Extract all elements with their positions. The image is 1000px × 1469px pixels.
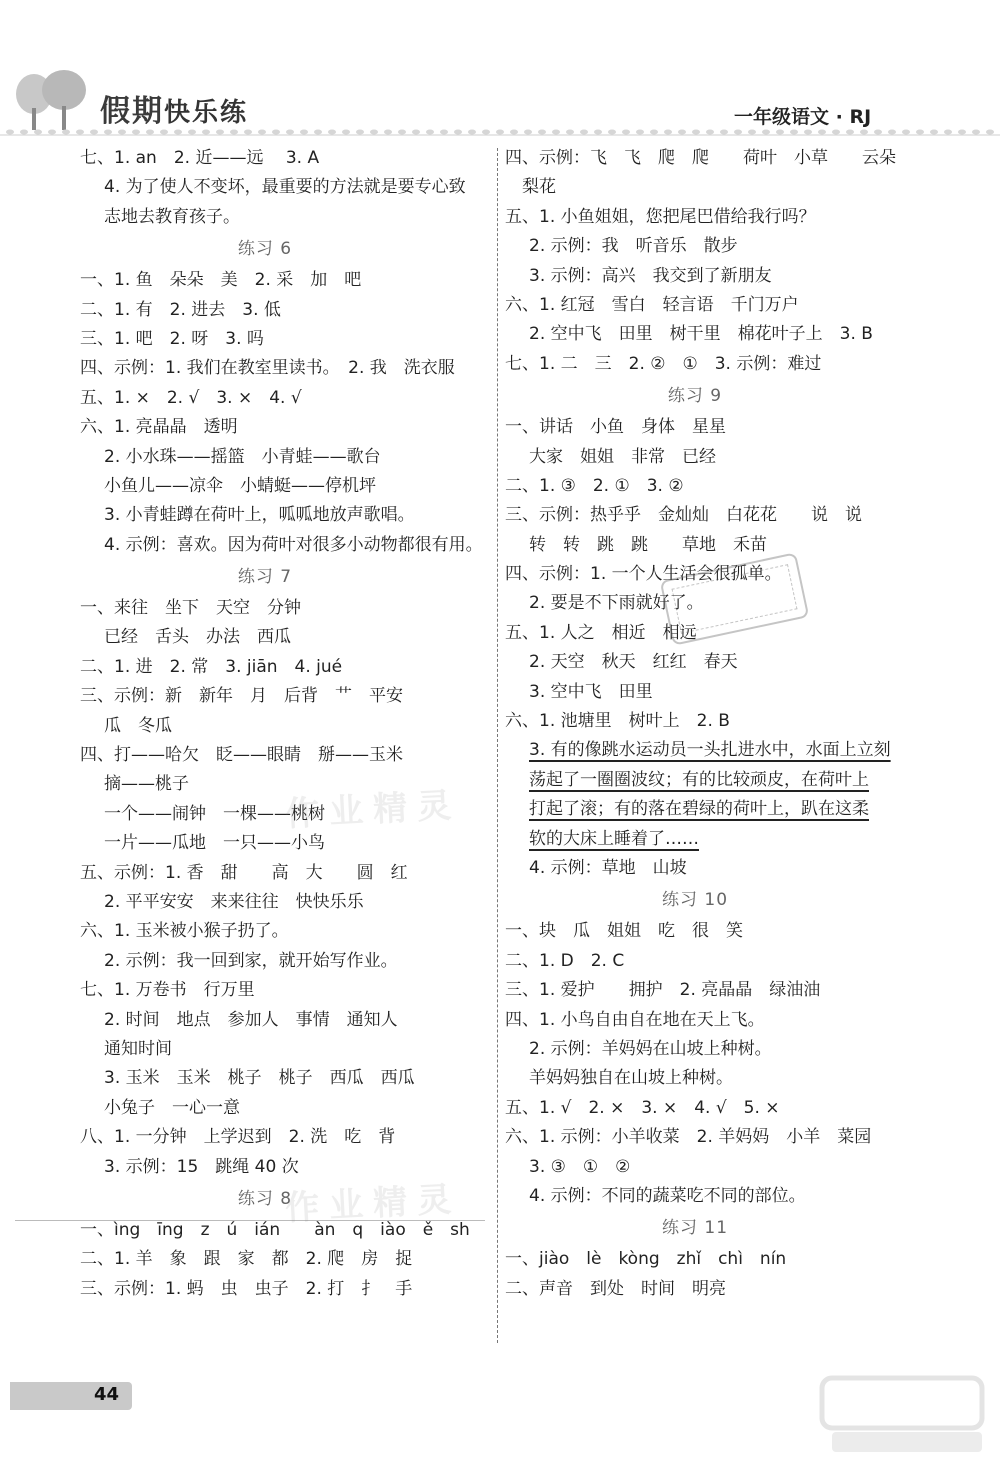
answer-line: 二、1. D 2. C bbox=[505, 950, 625, 971]
watermark: 作业精灵 bbox=[284, 785, 463, 835]
answer-line: 二、1. ③ 2. ① 3. ② bbox=[505, 475, 684, 496]
answer-line: 四、示例：1. 我们在教室里读书。 2. 我 洗衣服 bbox=[80, 358, 455, 379]
answer-line: 四、打——哈欠 眨——眼睛 掰——玉米 bbox=[80, 745, 403, 766]
brand-part2: 快乐练 bbox=[164, 98, 249, 128]
right-column bbox=[505, 144, 925, 1304]
answer-line: 瓜 冬瓜 bbox=[104, 715, 172, 736]
page-number: 44 bbox=[94, 1384, 120, 1405]
answer-line: 2. 示例：我 听音乐 散步 bbox=[529, 236, 738, 257]
answer-line: 3. 示例：高兴 我交到了新朋友 bbox=[529, 265, 772, 286]
answer-line: 五、1. × 2. √ 3. × 4. √ bbox=[80, 387, 302, 408]
answer-line: 4. 为了使人不变坏，最重要的方法就是要专心致 bbox=[104, 177, 466, 198]
answer-line: 转 转 跳 跳 草地 禾苗 bbox=[529, 534, 767, 555]
answer-line: 六、1. 亮晶晶 透明 bbox=[80, 417, 238, 438]
answer-line: 二、1. 羊 象 跟 家 都 2. 爬 房 捉 bbox=[80, 1249, 413, 1270]
answer-line: 3. 示例：15 跳绳 40 次 bbox=[104, 1156, 299, 1177]
answer-line: 一、来往 坐下 天空 分钟 bbox=[80, 598, 301, 619]
watermark: 作业精灵 bbox=[284, 1179, 463, 1229]
answer-line: 一个——闹钟 一棵——桃树 bbox=[104, 803, 325, 824]
answer-line: 2. 示例：我一回到家，就开始写作业。 bbox=[104, 950, 398, 971]
section-title: 练习 10 bbox=[661, 890, 729, 911]
section-title: 练习 11 bbox=[661, 1218, 729, 1239]
answer-line: 四、1. 小鸟自由自在地在天上飞。 bbox=[505, 1009, 765, 1030]
answer-line: 2. 示例：羊妈妈在山坡上种树。 bbox=[529, 1038, 772, 1059]
answer-line: 三、示例：新 新年 月 后背 艹 平安 bbox=[80, 686, 403, 707]
page-header bbox=[0, 0, 1000, 150]
answer-line: 大家 姐姐 非常 已经 bbox=[529, 446, 716, 467]
section-title: 练习 9 bbox=[667, 386, 723, 407]
answer-line: 一、1. 鱼 朵朵 美 2. 采 加 吧 bbox=[80, 270, 362, 291]
answer-line: 二、声音 到处 时间 明亮 bbox=[505, 1278, 726, 1299]
answer-line: 三、1. 吧 2. 呀 3. 吗 bbox=[80, 328, 264, 349]
answer-line: 二、1. 进 2. 常 3. jiān 4. jué bbox=[80, 656, 343, 677]
brand-part1: 假期 bbox=[100, 94, 164, 129]
answer-line: 三、1. 爱护 拥护 2. 亮晶晶 绿油油 bbox=[505, 980, 821, 1001]
trees-icon bbox=[12, 70, 92, 132]
answer-line: 七、1. 万卷书 行万里 bbox=[80, 980, 255, 1001]
answer-line: 已经 舌头 办法 西瓜 bbox=[104, 627, 291, 648]
answer-line: 六、1. 池塘里 树叶上 2. B bbox=[505, 711, 730, 732]
answer-line: 五、1. 人之 相近 相远 bbox=[505, 622, 697, 643]
answer-line: 志地去教育孩子。 bbox=[104, 206, 240, 227]
answer-line: 2. 空中飞 田里 树干里 棉花叶子上 3. B bbox=[529, 324, 873, 345]
answer-line: 一、ìng īng z ú ián àn q iào ě sh bbox=[80, 1219, 470, 1240]
answer-line: 一、jiào lè kòng zhǐ chì nín bbox=[505, 1249, 787, 1270]
answer-line: 4. 示例：喜欢。因为荷叶对很多小动物都很有用。 bbox=[104, 534, 483, 555]
answer-line: 荡起了一圈圈波纹；有的比较顽皮，在荷叶上 bbox=[529, 769, 869, 790]
answer-line: 二、1. 有 2. 进去 3. 低 bbox=[80, 299, 281, 320]
answer-line: 一、讲话 小鱼 身体 星星 bbox=[505, 417, 726, 438]
answer-line: 八、1. 一分钟 上学迟到 2. 洗 吃 背 bbox=[80, 1127, 396, 1148]
answer-line: 小兔子 一心一意 bbox=[104, 1097, 240, 1118]
answer-line: 4. 示例：不同的蔬菜吃不同的部位。 bbox=[529, 1185, 806, 1206]
answer-line: 打起了滚；有的落在碧绿的荷叶上，趴在这柔 bbox=[529, 799, 869, 820]
answer-line: 五、1. 小鱼姐姐，您把尾巴借给我行吗？ bbox=[505, 206, 816, 227]
answer-line: 四、示例：1. 一个人生活会很孤单。 bbox=[505, 564, 782, 585]
answer-line: 2. 平平安安 来来往往 快快乐乐 bbox=[104, 891, 364, 912]
answer-line: 3. 空中飞 田里 bbox=[529, 681, 653, 702]
answer-line: 2. 小水珠——摇篮 小青蛙——歌台 bbox=[104, 446, 381, 467]
answer-line: 五、1. √ 2. × 3. × 4. √ 5. × bbox=[505, 1097, 780, 1118]
section-title: 练习 7 bbox=[237, 567, 293, 588]
column-divider bbox=[497, 148, 498, 1343]
answer-line: 3. 有的像跳水运动员一头扎进水中，水面上立刻 bbox=[529, 740, 891, 761]
answer-line: 小鱼儿——凉伞 小蜻蜓——停机坪 bbox=[104, 475, 376, 496]
corner-logo-icon bbox=[812, 1370, 992, 1460]
answer-line: 一、块 瓜 姐姐 吃 很 笑 bbox=[505, 921, 743, 942]
grade-label: 一年级语文 · RJ bbox=[734, 106, 872, 128]
answer-line: 3. 玉米 玉米 桃子 桃子 西瓜 西瓜 bbox=[104, 1068, 415, 1089]
answer-line: 四、示例：飞 飞 爬 爬 荷叶 小草 云朵 bbox=[505, 148, 896, 168]
answer-line: 七、1. an 2. 近——远 3. A bbox=[80, 148, 320, 168]
answer-line: 软的大床上睡着了…… bbox=[529, 828, 699, 849]
answer-line: 六、1. 玉米被小猴子扔了。 bbox=[80, 921, 289, 942]
section-title: 练习 6 bbox=[237, 239, 293, 260]
answer-line: 一片——瓜地 一只——小鸟 bbox=[104, 833, 325, 854]
answer-line: 六、1. 示例：小羊收菜 2. 羊妈妈 小羊 菜园 bbox=[505, 1127, 872, 1148]
section-title: 练习 8 bbox=[237, 1188, 293, 1209]
leaf-border-decoration bbox=[0, 128, 1000, 142]
answer-line: 3. ③ ① ② bbox=[529, 1156, 631, 1177]
answer-line: 摘——桃子 bbox=[104, 774, 189, 795]
answer-line: 七、1. 二 三 2. ② ① 3. 示例：难过 bbox=[505, 353, 822, 374]
brand-logo bbox=[100, 86, 248, 130]
answer-line: 羊妈妈独自在山坡上种树。 bbox=[529, 1068, 733, 1089]
left-column bbox=[80, 144, 490, 1304]
answer-line: 六、1. 红冠 雪白 轻言语 千门万户 bbox=[505, 294, 799, 315]
answer-line: 2. 时间 地点 参加人 事情 通知人 bbox=[104, 1009, 398, 1030]
answer-line: 2. 天空 秋天 红红 春天 bbox=[529, 652, 738, 673]
answer-line: 三、示例：1. 蚂 虫 虫子 2. 打 扌 手 bbox=[80, 1278, 413, 1299]
answer-line: 3. 小青蛙蹲在荷叶上，呱呱地放声歌唱。 bbox=[104, 505, 415, 526]
answer-line: 通知时间 bbox=[104, 1038, 172, 1059]
answer-line: 梨花 bbox=[505, 177, 556, 198]
answer-line: 三、示例：热乎乎 金灿灿 白花花 说 说 bbox=[505, 505, 862, 526]
answer-line: 五、示例：1. 香 甜 高 大 圆 红 bbox=[80, 862, 408, 883]
answer-line: 4. 示例：草地 山坡 bbox=[529, 857, 687, 878]
answer-line: 2. 要是不下雨就好了。 bbox=[529, 593, 704, 614]
